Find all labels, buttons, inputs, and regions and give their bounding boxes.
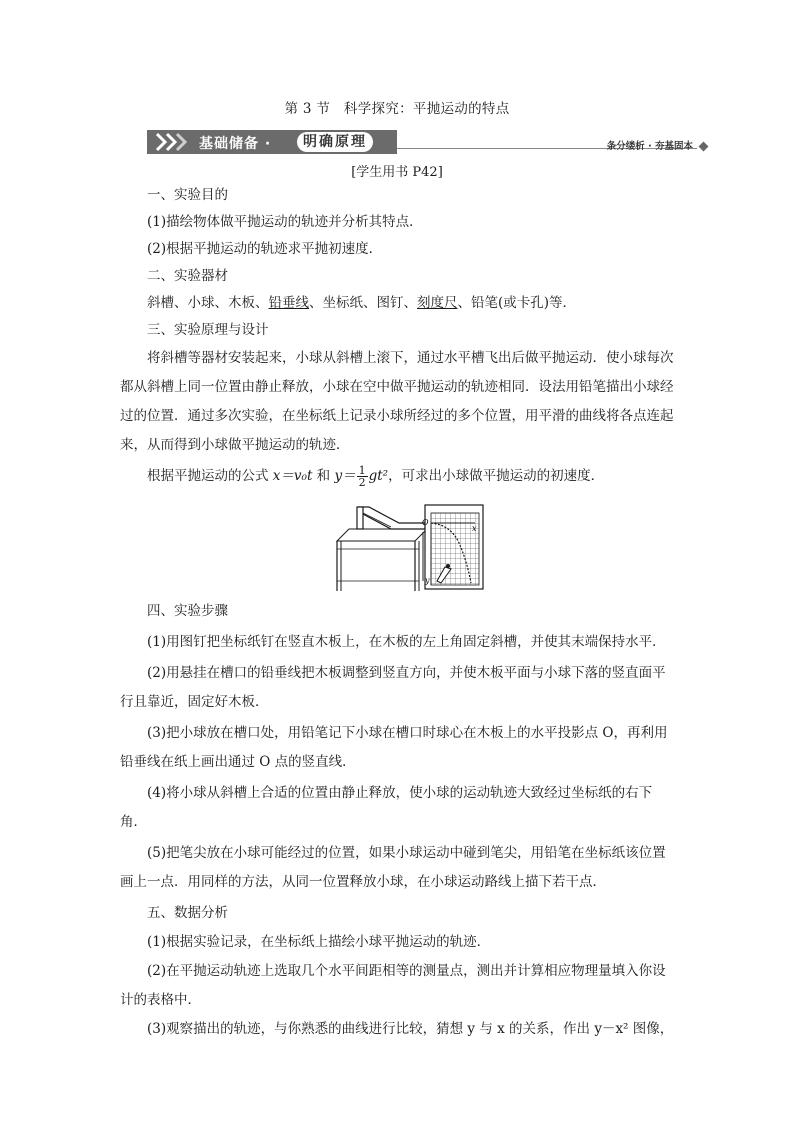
sections-1-3 [120, 182, 675, 460]
apparatus-figure [335, 503, 487, 593]
formula-y-left: y＝ [334, 468, 356, 484]
fraction [357, 465, 368, 488]
section-heading: 一、实验目的 [147, 187, 228, 203]
ramp-drawing [357, 507, 425, 529]
fraction-numerator: 1 [358, 464, 366, 477]
list-item: (1)根据实验记录，在坐标纸上描绘小球平抛运动的轨迹． [147, 934, 491, 950]
formula-y-right: gt² [368, 468, 389, 484]
reference-note: [学生用书 P42] [351, 165, 443, 180]
equipment-text: 斜槽、小球、木板、 [147, 295, 269, 311]
figure-label-origin: O [422, 518, 429, 527]
equipment-text: 、铅笔(或卡孔)等． [457, 295, 577, 311]
list-item: (3)把小球放在槽口处，用铅笔记下小球在槽口时球心在木板上的水平投影点 O，再利用铅垂线在纸上画出通过 O 点的竖直线． [120, 725, 668, 770]
formula-x: x＝v₀t [272, 468, 313, 484]
list-item: (2)在平抛运动轨迹上选取几个水平间距相等的测量点，测出并计算相应物理量填入你设计的表格中． [120, 963, 666, 1008]
fraction-denominator: 2 [358, 476, 366, 489]
section-banner [147, 130, 707, 154]
formula-line [147, 463, 687, 490]
board-drawing [425, 505, 483, 589]
section-heading: 二、实验器材 [147, 268, 228, 284]
list-item: (5)把笔尖放在小球可能经过的位置，如果小球运动中碰到笔尖，用铅笔在坐标纸该位置画上一点．用同样的方法，从同一位置释放小球，在小球运动路线上描下若干点． [120, 845, 666, 890]
sections-4-5 [120, 597, 675, 1044]
list-item: (2)用悬挂在槽口的铅垂线把木板调整到竖直方向，并使木板平面与小球下落的竖直面平行且靠近，固定好木板． [120, 665, 666, 710]
section-heading: 五、数据分析 [147, 905, 228, 921]
section-heading: 三、实验原理与设计 [147, 322, 269, 338]
chevron-right-icon [153, 130, 193, 154]
list-item: (1)描绘物体做平抛运动的轨迹并分析其特点． [147, 214, 423, 230]
figure-label-x: x [472, 524, 477, 533]
figure-label-y: y [425, 576, 430, 585]
list-item: (1)用图钉把坐标纸钉在竖直木板上，在木板的左上角固定斜槽，并使其末端保持水平． [147, 634, 666, 650]
formula-prefix: 根据平抛运动的公式 [147, 468, 273, 484]
principle-paragraph: 将斜槽等器材安装起来，小球从斜槽上滚下，通过水平槽飞出后做平抛运动．使小球每次都从斜槽上同一位置由静止释放，小球在空中做平抛运动的轨迹相同．设法用铅笔描出小球经过的位置．通过多次实验，在坐标纸上记录小球所经过的多个位置，用平滑的曲线将各点连起来，从而得到小球做平抛运动的轨迹． [120, 350, 674, 453]
page-title: 第 3 节 科学探究：平抛运动的特点 [284, 101, 510, 117]
list-item: (4)将小球从斜槽上合适的位置由静止释放，使小球的运动轨迹大致经过坐标纸的右下角． [120, 785, 653, 830]
list-item: (2)根据平抛运动的轨迹求平抛初速度． [147, 241, 383, 257]
diamond-icon [699, 142, 709, 152]
equipment-list [120, 290, 675, 317]
list-item: (3)观察描出的轨迹，与你熟悉的曲线进行比较，猜想 y 与 x 的关系，作出 y－x² 图像， [147, 1021, 674, 1037]
banner-tag: 条分缕析 · 夯基固本 [606, 141, 693, 152]
equipment-text: 、坐标纸、图钉、 [309, 295, 417, 311]
equipment-plumb-line: 铅垂线 [268, 295, 309, 311]
banner-left-label: 基础储备 · [199, 136, 272, 152]
section-heading: 四、实验步骤 [147, 603, 228, 619]
equipment-ruler: 刻度尺 [417, 295, 458, 311]
formula-mid: 和 [312, 468, 335, 484]
banner-right-label: 明确原理 [297, 132, 373, 152]
formula-suffix: ，可求出小球做平抛运动的初速度． [388, 468, 605, 484]
table-drawing [337, 529, 427, 591]
